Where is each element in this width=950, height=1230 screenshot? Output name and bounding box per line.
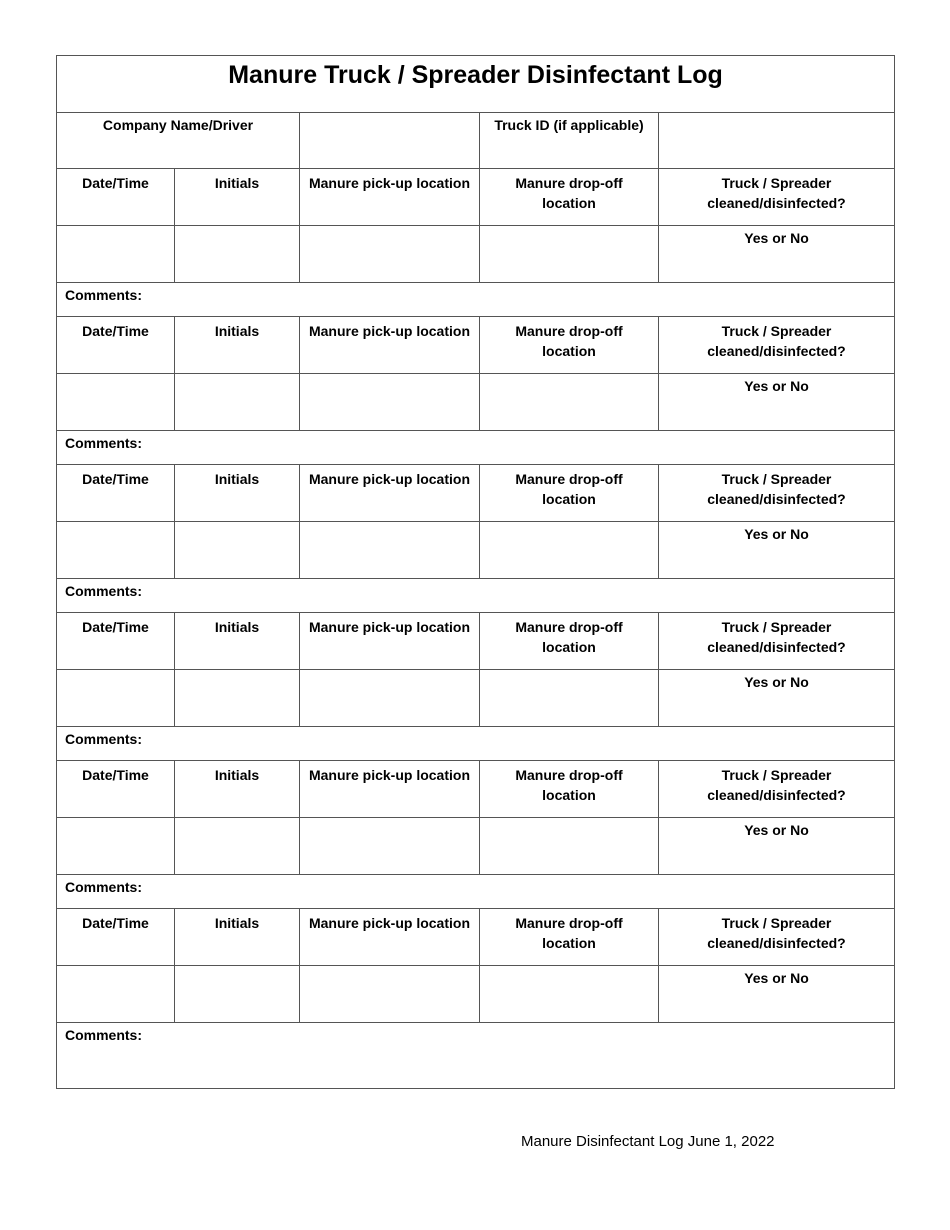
company-label: Company Name/Driver (57, 113, 300, 169)
pickup-header: Manure pick-up location (300, 317, 480, 374)
log-entry (56, 612, 895, 761)
date-time-field[interactable] (57, 374, 175, 431)
cleaned-header: Truck / Spreader cleaned/disinfected? (659, 317, 895, 374)
comments-field[interactable]: Comments: (57, 1023, 895, 1089)
pickup-header: Manure pick-up location (300, 613, 480, 670)
dropoff-field[interactable] (480, 226, 659, 283)
cleaned-yes-no-field[interactable]: Yes or No (659, 818, 895, 875)
cleaned-yes-no-field[interactable]: Yes or No (659, 670, 895, 727)
log-table (56, 55, 895, 169)
date-time-header: Date/Time (57, 613, 175, 670)
initials-field[interactable] (175, 670, 300, 727)
initials-field[interactable] (175, 966, 300, 1023)
dropoff-header: Manure drop-off location (480, 317, 659, 374)
dropoff-header: Manure drop-off location (480, 169, 659, 226)
pickup-field[interactable] (300, 522, 480, 579)
comments-field[interactable]: Comments: (57, 875, 895, 909)
initials-field[interactable] (175, 374, 300, 431)
dropoff-field[interactable] (480, 818, 659, 875)
date-time-header: Date/Time (57, 317, 175, 374)
footer-text: Manure Disinfectant Log June 1, 2022 (521, 1133, 775, 1150)
date-time-field[interactable] (57, 966, 175, 1023)
comments-field[interactable]: Comments: (57, 283, 895, 317)
pickup-field[interactable] (300, 670, 480, 727)
dropoff-field[interactable] (480, 670, 659, 727)
date-time-header: Date/Time (57, 761, 175, 818)
log-entry (56, 168, 895, 317)
date-time-field[interactable] (57, 226, 175, 283)
log-entry (56, 464, 895, 613)
dropoff-header: Manure drop-off location (480, 613, 659, 670)
log-entry (56, 316, 895, 465)
cleaned-yes-no-field[interactable]: Yes or No (659, 374, 895, 431)
company-field[interactable] (300, 113, 480, 169)
pickup-header: Manure pick-up location (300, 169, 480, 226)
comments-field[interactable]: Comments: (57, 727, 895, 761)
dropoff-field[interactable] (480, 522, 659, 579)
initials-header: Initials (175, 761, 300, 818)
initials-field[interactable] (175, 226, 300, 283)
cleaned-header: Truck / Spreader cleaned/disinfected? (659, 909, 895, 966)
cleaned-header: Truck / Spreader cleaned/disinfected? (659, 761, 895, 818)
cleaned-yes-no-field[interactable]: Yes or No (659, 966, 895, 1023)
pickup-header: Manure pick-up location (300, 465, 480, 522)
cleaned-yes-no-field[interactable]: Yes or No (659, 226, 895, 283)
log-entry (56, 908, 895, 1089)
truck-id-field[interactable] (659, 113, 895, 169)
date-time-header: Date/Time (57, 169, 175, 226)
date-time-header: Date/Time (57, 465, 175, 522)
initials-header: Initials (175, 317, 300, 374)
date-time-field[interactable] (57, 670, 175, 727)
page-title: Manure Truck / Spreader Disinfectant Log (57, 56, 895, 113)
initials-header: Initials (175, 465, 300, 522)
cleaned-header: Truck / Spreader cleaned/disinfected? (659, 169, 895, 226)
pickup-field[interactable] (300, 374, 480, 431)
truck-id-label: Truck ID (if applicable) (480, 113, 659, 169)
initials-header: Initials (175, 169, 300, 226)
comments-field[interactable]: Comments: (57, 431, 895, 465)
pickup-header: Manure pick-up location (300, 909, 480, 966)
dropoff-field[interactable] (480, 374, 659, 431)
dropoff-field[interactable] (480, 966, 659, 1023)
initials-field[interactable] (175, 522, 300, 579)
date-time-field[interactable] (57, 818, 175, 875)
log-entry (56, 760, 895, 909)
dropoff-header: Manure drop-off location (480, 761, 659, 818)
initials-header: Initials (175, 613, 300, 670)
date-time-field[interactable] (57, 522, 175, 579)
comments-field[interactable]: Comments: (57, 579, 895, 613)
cleaned-header: Truck / Spreader cleaned/disinfected? (659, 465, 895, 522)
date-time-header: Date/Time (57, 909, 175, 966)
pickup-field[interactable] (300, 966, 480, 1023)
dropoff-header: Manure drop-off location (480, 465, 659, 522)
cleaned-yes-no-field[interactable]: Yes or No (659, 522, 895, 579)
initials-field[interactable] (175, 818, 300, 875)
pickup-header: Manure pick-up location (300, 761, 480, 818)
pickup-field[interactable] (300, 818, 480, 875)
initials-header: Initials (175, 909, 300, 966)
dropoff-header: Manure drop-off location (480, 909, 659, 966)
disinfectant-log-form (56, 55, 894, 1089)
cleaned-header: Truck / Spreader cleaned/disinfected? (659, 613, 895, 670)
pickup-field[interactable] (300, 226, 480, 283)
